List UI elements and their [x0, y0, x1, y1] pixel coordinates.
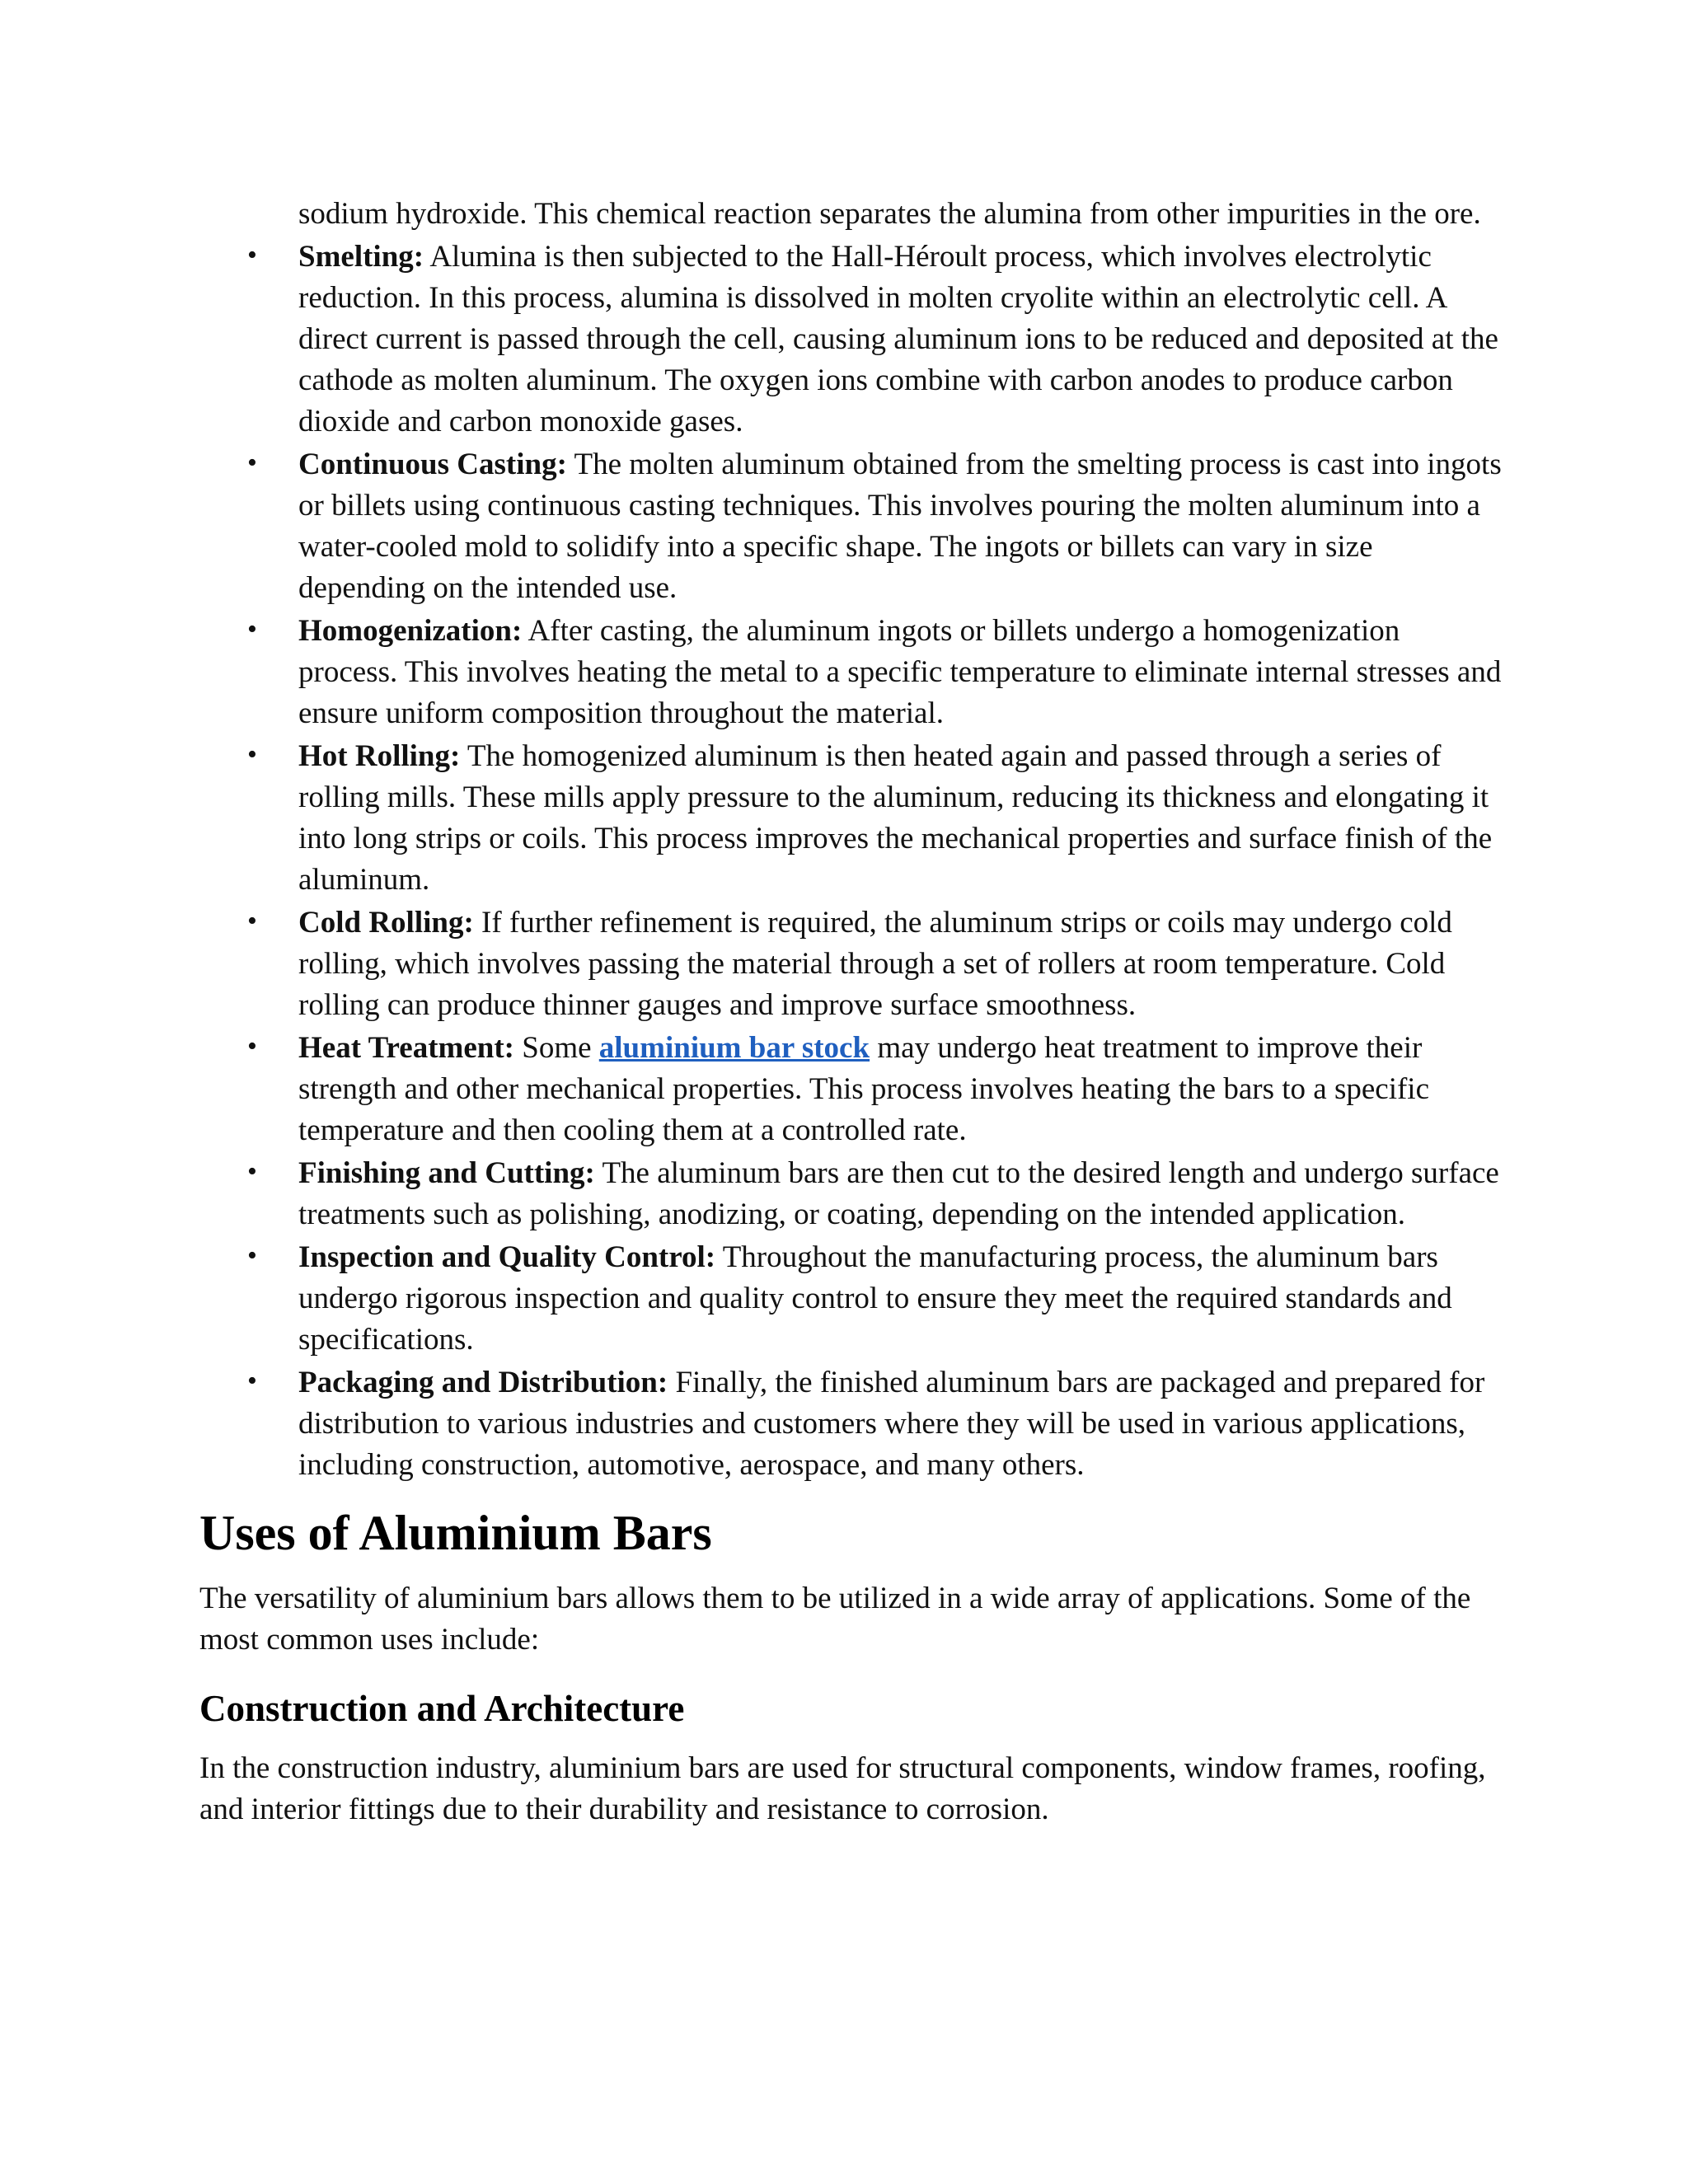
step-text: Finally, the finished aluminum bars are packaged and prepared for distribution to various industries and customers where they will be used in various applications, including construction, automotive, aerospace, and many others.	[298, 1366, 1485, 1482]
bullet-icon: •	[247, 1366, 257, 1396]
step-term: Hot Rolling:	[298, 739, 461, 773]
bullet-icon: •	[247, 739, 257, 770]
step-term: Homogenization:	[298, 614, 523, 648]
bullet-icon: •	[247, 1031, 257, 1062]
document-content	[199, 194, 1502, 1840]
bullet-icon: •	[247, 240, 257, 270]
step-text: After casting, the aluminum ingots or billets undergo a homogenization process. This involves heating the metal to a specific temperature to eliminate internal stresses and ensure uniform composition throughout the material.	[298, 614, 1502, 730]
uses-section-title: Uses of Aluminium Bars	[199, 1506, 712, 1560]
step-text: Some	[514, 1031, 599, 1065]
list-item	[199, 235, 1502, 443]
step-text: If further refinement is required, the aluminum strips or coils may undergo cold rolling, which involves passing the material through a set of rollers at room temperature. Cold rolling can produce thinner gauges and improve surface smoothness.	[298, 906, 1452, 1022]
step-term: Finishing and Cutting:	[298, 1156, 595, 1190]
aluminium-bar-stock-link[interactable]: aluminium bar stock	[598, 1031, 870, 1065]
step-text: The homogenized aluminum is then heated again and passed through a series of rolling mills. These mills apply pressure to the aluminum, reducing its thickness and elongating it into long strips or coils. This process improves the mechanical properties and surface finish of the aluminum.	[298, 739, 1493, 897]
step-term: Continuous Casting:	[298, 448, 567, 481]
bullet-icon: •	[247, 1240, 257, 1271]
step-term: Packaging and Distribution:	[298, 1366, 668, 1399]
step-text: The molten aluminum obtained from the smelting process is cast into ingots or billets using continuous casting techniques. This involves pouring the molten aluminum into a water-cooled mold to solidify into a specific shape. The ingots or billets can vary in size depending on the intended use.	[298, 448, 1502, 605]
bullet-icon: •	[247, 448, 257, 478]
step-term: Heat Treatment:	[298, 1031, 514, 1065]
construction-paragraph: In the construction industry, aluminium bars are used for structural components, window frames, roofing, and interior fittings due to their durability and resistance to corrosion.	[199, 1751, 1486, 1826]
step-text: The aluminum bars are then cut to the desired length and undergo surface treatments such as polishing, anodizing, or coating, depending on the intended application.	[298, 1156, 1499, 1231]
step-text: Throughout the manufacturing process, the aluminum bars undergo rigorous inspection and quality control to ensure they meet the required standards and specifications.	[298, 1240, 1452, 1357]
continued-paragraph: sodium hydroxide. This chemical reaction separates the alumina from other impurities in the ore.	[298, 197, 1481, 231]
list-item	[199, 1361, 1502, 1486]
list-item	[199, 1151, 1502, 1235]
step-text: may undergo heat treatment to improve their strength and other mechanical properties. This process involves heating the bars to a specific temperature and then cooling them at a controlled rate.	[298, 1031, 1429, 1147]
list-item	[199, 443, 1502, 609]
step-term: Cold Rolling:	[298, 906, 474, 940]
list-item	[199, 734, 1502, 901]
uses-intro-paragraph: The versatility of aluminium bars allows them to be utilized in a wide array of applications. Some of the most common uses include:	[199, 1582, 1471, 1657]
bullet-icon: •	[247, 906, 257, 936]
step-term: Smelting:	[298, 240, 424, 274]
step-text: Alumina is then subjected to the Hall-Héroult process, which involves electrolytic reduction. In this process, alumina is dissolved in molten cryolite within an electrolytic cell. A direct current is passed through the cell, causing aluminum ions to be reduced and deposited at the cathode as molten aluminum. The oxygen ions combine with carbon anodes to produce carbon dioxide and carbon monoxide gases.	[298, 240, 1498, 438]
list-item	[199, 1235, 1502, 1361]
step-term: Inspection and Quality Control:	[298, 1240, 716, 1274]
list-item	[199, 609, 1502, 734]
list-item	[199, 901, 1502, 1026]
list-item	[199, 1026, 1502, 1151]
bullet-icon: •	[247, 614, 257, 644]
bullet-icon: •	[247, 1156, 257, 1187]
process-steps-list	[199, 235, 1502, 1486]
construction-subsection-title: Construction and Architecture	[199, 1688, 685, 1729]
